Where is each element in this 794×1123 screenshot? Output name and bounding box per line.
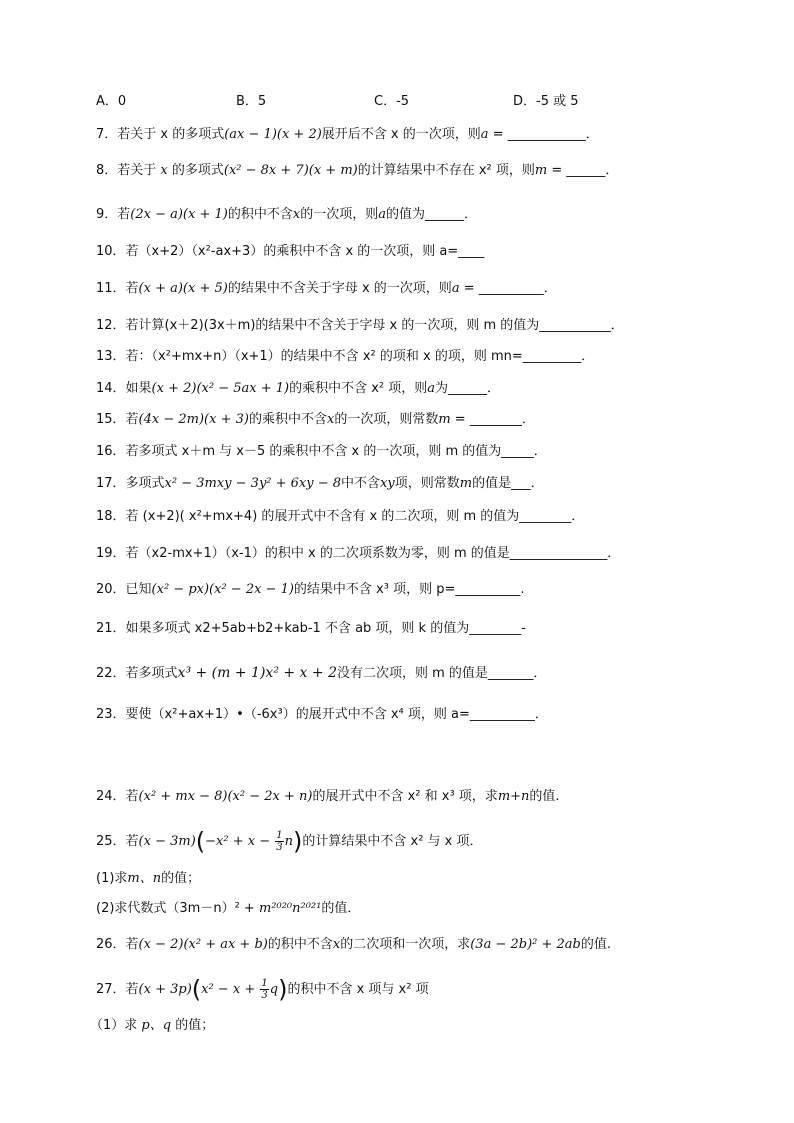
choice-a: A．0 <box>96 94 127 109</box>
q8-variable: m <box>534 163 548 178</box>
q25-expression-b: −x² + x − <box>205 834 275 849</box>
q25-text: 25．若 <box>96 834 139 849</box>
q24-expression: (x² + mx − 8)(x² − 2x + n) <box>138 789 313 804</box>
q24-text-end: 的值. <box>529 789 560 804</box>
q14-text-mid: 的乘积中不含 x² 项，则 <box>289 381 428 396</box>
q17-variable: m <box>459 476 473 491</box>
question-26 <box>96 936 611 954</box>
question-24 <box>96 788 560 806</box>
fraction-numerator: 1 <box>261 978 268 989</box>
q26-text-mid: 的积中不含 <box>267 937 333 952</box>
question-25 <box>96 827 483 856</box>
q27-1-variables: p、q <box>141 1018 172 1033</box>
q8-expression: (x² − 8x + 7)(x + m) <box>223 163 358 178</box>
q25-expression-c: n <box>284 834 293 849</box>
q11-text: 11．若 <box>96 281 139 296</box>
q17-variable-xy: xy <box>380 476 395 491</box>
q25-1-text: (1)求 <box>96 871 128 886</box>
q24-text-mid: 的展开式中不含 x² 和 x³ 项，求 <box>312 789 498 804</box>
q9-variable-x: x <box>292 207 301 222</box>
question-16: 16．若多项式 x＋m 与 x－5 的乘积中不含 x 的一次项，则 m 的值为_____． <box>96 444 547 459</box>
question-10: 10．若（x+2）（x²-ax+3）的乘积中不含 x 的一次项，则 a=____ <box>96 244 485 259</box>
question-25-part-2 <box>96 900 360 918</box>
q20-text: 20．已知 <box>96 582 152 597</box>
question-27-part-1 <box>90 1017 214 1035</box>
q8-blank: = ______． <box>547 163 619 178</box>
q8-variable-x: x <box>160 163 168 178</box>
choice-b: B．5 <box>236 94 267 109</box>
q24-text: 24．若 <box>96 789 139 804</box>
q11-expression: (x + a)(x + 5) <box>138 281 228 296</box>
question-21: 21．如果多项式 x2+5ab+b2+kab-1 不含 ab 项，则 k 的值为________- <box>96 621 526 636</box>
q17-text: 17．多项式 <box>96 476 165 491</box>
question-18: 18．若 (x+2)( x²+mx+4) 的展开式中不含有 x 的二次项，则 m 的值为________． <box>96 509 585 524</box>
q11-blank: = __________． <box>459 281 557 296</box>
question-17 <box>96 475 544 493</box>
q25-1-text-end: 的值； <box>161 871 201 886</box>
q9-expression: (2x − a)(x + 1) <box>130 207 228 222</box>
q22-expression: x³ + (m + 1)x² + x + 2 <box>177 665 337 681</box>
q15-text-mid2: 的一次项，则常数 <box>334 412 439 427</box>
question-7 <box>96 126 599 144</box>
q15-text: 15．若 <box>96 412 139 427</box>
fraction-numerator: 1 <box>276 830 283 841</box>
q27-expression-a: (x + 3p) <box>138 982 192 997</box>
question-11 <box>96 280 557 298</box>
question-23: 23．要使（x²+ax+1）•（-6x³）的展开式中不含 x⁴ 项，则 a=__________． <box>96 707 548 722</box>
q15-expression: (4x − 2m)(x + 3) <box>138 412 249 427</box>
q17-expression: x² − 3mxy − 3y² + 6xy − 8 <box>164 476 342 491</box>
question-22 <box>96 664 546 683</box>
q9-text-mid2: 的一次项，则 <box>300 207 379 222</box>
q9-blank: 的值为______． <box>385 207 477 222</box>
left-paren: ( <box>195 827 206 856</box>
q20-expression: (x² − px)(x² − 2x − 1) <box>151 582 294 597</box>
q7-text-mid: 展开后不含 x 的一次项，则 <box>321 127 481 142</box>
q8-text-2: 的多项式 <box>167 163 224 178</box>
right-paren: ) <box>293 827 303 856</box>
q24-variable: m+n <box>497 789 530 804</box>
q27-text: 27．若 <box>96 982 139 997</box>
q27-fraction <box>260 978 268 1001</box>
question-20 <box>96 581 525 599</box>
q9-text-mid: 的积中不含 <box>227 207 293 222</box>
q9-text: 9．若 <box>96 207 131 222</box>
answer-choices <box>0 90 794 108</box>
q11-variable: a <box>451 281 460 296</box>
q14-expression: (x + 2)(x² − 5ax + 1) <box>151 381 290 396</box>
q25-2-text: (2)求代数式（3m－n）² + <box>96 901 259 916</box>
q8-text-mid: 的计算结果中不存在 x² 项，则 <box>357 163 535 178</box>
q7-blank: = ____________． <box>488 127 599 142</box>
q26-expression-2: (3a − 2b)² + 2ab <box>470 937 581 952</box>
q26-text: 26．若 <box>96 937 139 952</box>
q25-expression-a: (x − 3m) <box>138 834 196 849</box>
q20-blank: 的结果中不含 x³ 项，则 p=__________. <box>293 582 525 597</box>
q26-text-end: 的值. <box>580 937 612 952</box>
question-19: 19．若（x2-mx+1）（x-1）的积中 x 的二次项系数为零，则 m 的值是_______________． <box>96 546 621 561</box>
q14-text: 14．如果 <box>96 381 152 396</box>
question-14 <box>96 380 500 398</box>
q7-text: 7．若关于 x 的多项式 <box>96 127 225 142</box>
choice-c: C．-5 <box>374 94 410 109</box>
q27-expression-b: x² − x + <box>201 982 260 997</box>
question-25-part-1 <box>96 870 200 888</box>
q25-fraction <box>275 830 283 853</box>
q11-text-mid: 的结果中不含关于字母 x 的一次项，则 <box>227 281 452 296</box>
fraction-denominator: 3 <box>261 990 268 1001</box>
q25-2-text-end: 的值． <box>321 901 361 916</box>
q25-2-expression: m²⁰²⁰n²⁰²¹ <box>258 901 322 916</box>
q7-expression: (ax − 1)(x + 2) <box>224 127 322 142</box>
q26-variable-x: x <box>332 937 341 952</box>
q14-blank: 为______． <box>435 381 501 396</box>
q26-expression: (x − 2)(x² + ax + b) <box>138 937 268 952</box>
question-13: 13．若：（x²+mx+n）（x+1）的结果中不含 x² 的项和 x 的项，则 mn=_________． <box>96 349 595 364</box>
q27-expression-c: q <box>269 982 279 997</box>
q8-text: 8．若关于 <box>96 163 161 178</box>
question-12: 12．若计算(x＋2)(3x＋m)的结果中不含关于字母 x 的一次项，则 m 的值为___________． <box>96 318 624 333</box>
question-15 <box>96 411 535 429</box>
q22-blank: 没有二次项，则 m 的值是_______． <box>337 666 547 681</box>
q15-variable-x: x <box>326 412 335 427</box>
question-8 <box>96 162 618 180</box>
q27-text-end: 的积中不含 x 项与 x² 项 <box>287 982 429 997</box>
right-paren: ) <box>278 975 288 1004</box>
question-27 <box>96 975 429 1004</box>
q15-text-mid: 的乘积中不含 <box>248 412 327 427</box>
q14-variable: a <box>427 381 436 396</box>
q27-1-text: （1）求 <box>90 1018 142 1033</box>
q17-text-mid2: 项，则常数 <box>394 476 460 491</box>
question-9 <box>96 206 477 224</box>
q7-variable: a <box>480 127 489 142</box>
q17-blank: 的值是___． <box>472 476 544 491</box>
choice-d: D．-5 或 5 <box>513 94 579 109</box>
q15-variable: m <box>438 412 451 427</box>
q27-1-text-end: 的值； <box>171 1018 215 1033</box>
q17-text-mid: 中不含 <box>341 476 381 491</box>
q15-blank: = ________． <box>450 412 535 427</box>
q26-text-mid2: 的二次项和一次项，求 <box>340 937 471 952</box>
q9-variable: a <box>378 207 386 222</box>
fraction-denominator: 3 <box>276 842 283 853</box>
q25-1-variables: m、n <box>127 871 162 886</box>
q22-text: 22．若多项式 <box>96 666 178 681</box>
left-paren: ( <box>191 975 202 1004</box>
q25-text-end: 的计算结果中不含 x² 与 x 项． <box>302 834 483 849</box>
